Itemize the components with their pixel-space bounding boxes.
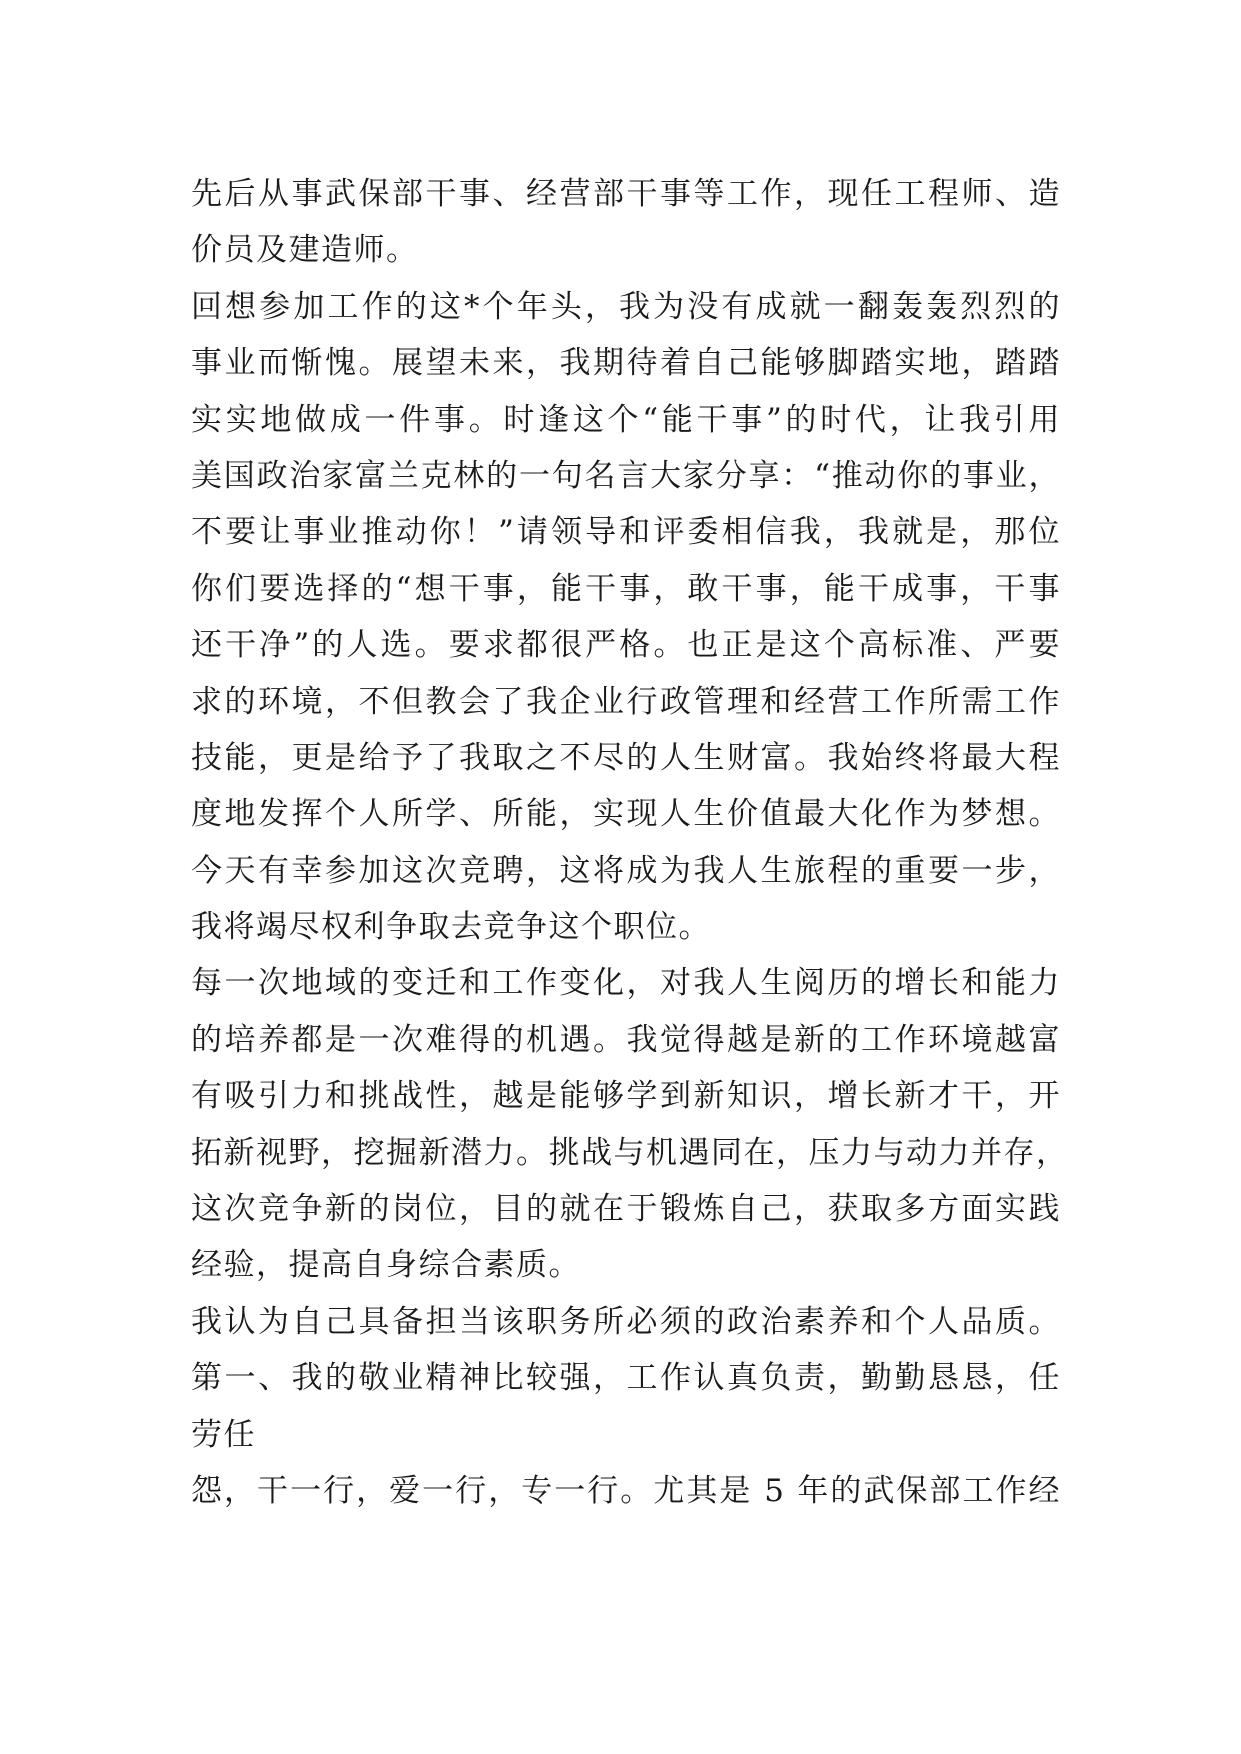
- text-line: 你们要选择的“想干事，能干事，敢干事，能干成事，干事: [191, 570, 1061, 607]
- text-line: 的培养都是一次难得的机遇。我觉得越是新的工作环境越富: [191, 1021, 1061, 1058]
- text-line: 度地发挥个人所学、所能，实现人生价值最大化作为梦想。: [191, 796, 1061, 833]
- text-line: 拓新视野，挖掘新潜力。挑战与机遇同在，压力与动力并存，: [191, 1134, 1069, 1171]
- text-line: 我将竭尽权利争取去竞争这个职位。: [191, 909, 711, 946]
- text-line: 不要让事业推动你！”请领导和评委相信我，我就是，那位: [191, 514, 1061, 551]
- text-line: 回想参加工作的这*个年头，我为没有成就一翻轰轰烈烈的: [191, 288, 1061, 325]
- text-line: 美国政治家富兰克林的一句名言大家分享：“推动你的事业，: [191, 457, 1061, 494]
- text-line: 第一、我的敬业精神比较强，工作认真负责，勤勤恳恳，任: [191, 1360, 1061, 1397]
- text-line: 今天有幸参加这次竞聘，这将成为我人生旅程的重要一步，: [191, 852, 1061, 889]
- text-line: 经验，提高自身综合素质。: [191, 1247, 581, 1284]
- text-line: 怨，干一行，爱一行，专一行。尤其是 5 年的武保部工作经: [191, 1472, 1061, 1509]
- text-line: 还干净”的人选。要求都很严格。也正是这个高标准、严要: [191, 627, 1061, 664]
- text-line: 价员及建造师。: [191, 232, 419, 269]
- text-line: 求的环境，不但教会了我企业行政管理和经营工作所需工作: [191, 683, 1061, 720]
- text-line: 劳任: [191, 1416, 256, 1453]
- text-line: 有吸引力和挑战性，越是能够学到新知识，增长新才干，开: [191, 1078, 1061, 1115]
- text-line: 先后从事武保部干事、经营部干事等工作，现任工程师、造: [191, 176, 1061, 212]
- document-body: [191, 166, 1069, 1519]
- text-line: 技能，更是给予了我取之不尽的人生财富。我始终将最大程: [191, 739, 1061, 776]
- text-line: 实实地做成一件事。时逢这个“能干事”的时代，让我引用: [191, 401, 1061, 438]
- text-line: 事业而惭愧。展望未来，我期待着自己能够脚踏实地，踏踏: [191, 345, 1061, 382]
- text-line: 每一次地域的变迁和工作变化，对我人生阅历的增长和能力: [191, 965, 1061, 1002]
- text-line: 我认为自己具备担当该职务所必须的政治素养和个人品质。: [191, 1303, 1061, 1340]
- text-line: 这次竞争新的岗位，目的就在于锻炼自己，获取多方面实践: [191, 1191, 1061, 1228]
